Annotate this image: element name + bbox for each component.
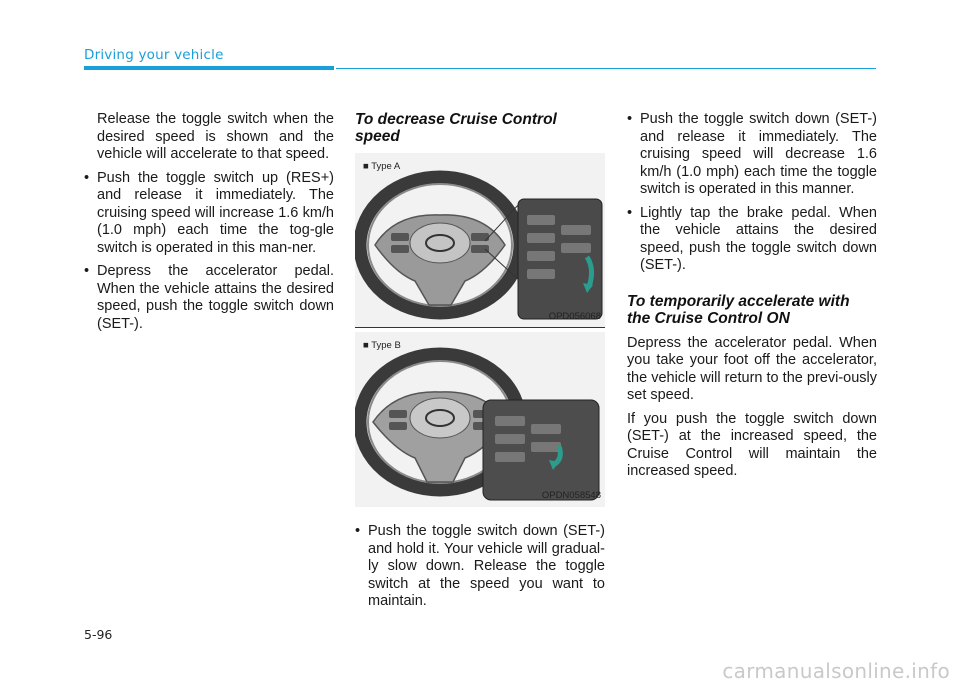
intro-paragraph: Release the toggle switch when the desired speed is shown and the vehicle will accelerate to that speed. [97, 111, 334, 162]
figure-type-b [355, 332, 605, 507]
bullet-icon: • [84, 263, 90, 279]
bullet-text: Push the toggle switch down (SET-) and hold it. Your vehicle will gradual-ly slow down. Release the toggle switch at the speed you want to maintain. [368, 523, 605, 609]
figure-code: OPD056068 [548, 310, 601, 322]
bullet-icon: • [627, 111, 633, 127]
figure-type-a [355, 153, 605, 328]
bullet-text: Push the toggle switch up (RES+) and release it immediately. The cruising speed will increase 1.6 km/h (1.0 mph) each time the tog-gle switch is operated in this man-ner. [97, 169, 334, 256]
list-item [627, 111, 877, 199]
steering-wheel-illustration [355, 153, 605, 328]
header-rule-thin [336, 68, 876, 70]
figure-code: OPDN058548 [541, 489, 601, 501]
steering-wheel-illustration [355, 332, 605, 507]
bullet-icon: • [84, 169, 90, 186]
bullet-text: Lightly tap the brake pedal. When the vehicle attains the desired speed, push the toggle switch down (SET-). [640, 204, 877, 273]
column-1 [84, 111, 334, 339]
figure-divider [355, 327, 605, 328]
header-rule-thick [84, 66, 334, 70]
section-heading-decrease-speed: To decrease Cruise Control speed [355, 111, 557, 145]
body-paragraph: Depress the accelerator pedal. When you take your foot off the accelerator, the vehicle will return to the previ-ously set speed. [627, 334, 877, 403]
section-title: Driving your vehicle [84, 47, 224, 63]
page-number: 5-96 [84, 627, 113, 642]
bullet-text: Push the toggle switch down (SET-) and release it immediately. The cruising speed will decrease 1.6 km/h (1.0 mph) each time the toggle switch is operated in this manner. [640, 111, 877, 197]
figure-type-label: ■ Type B [363, 340, 401, 351]
list-item [355, 523, 605, 611]
bullet-icon: • [627, 204, 633, 221]
bullet-text: Depress the accelerator pedal. When the vehicle attains the desired speed, push the toggle switch down (SET-). [97, 263, 334, 332]
list-item [84, 170, 334, 258]
watermark: carmanualsonline.info [722, 659, 950, 683]
column-3 [627, 111, 877, 487]
body-paragraph: If you push the toggle switch down (SET-) at the increased speed, the Cruise Control will maintain the increased speed. [627, 410, 877, 479]
list-item [627, 205, 877, 275]
section-heading-temporary-accelerate: To temporarily accelerate with the Cruise Control ON [627, 292, 850, 327]
figure-type-label: ■ Type A [363, 161, 401, 172]
list-item [84, 263, 334, 333]
column-2 [355, 111, 605, 617]
bullet-icon: • [355, 523, 361, 539]
